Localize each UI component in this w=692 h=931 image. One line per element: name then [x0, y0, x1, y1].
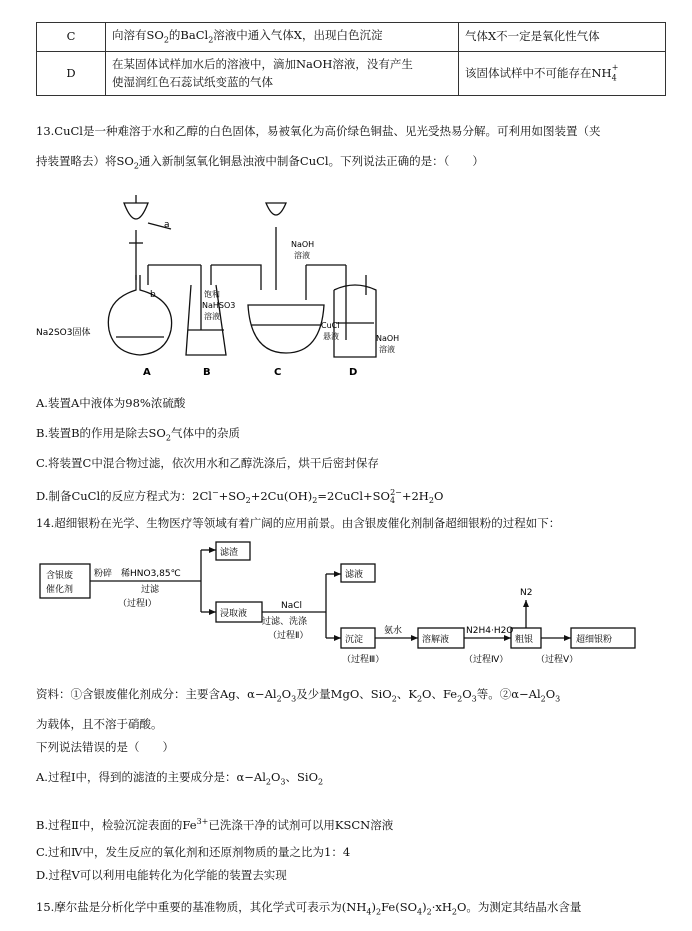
svg-text:N2: N2	[520, 588, 533, 598]
conclusion-cell: 该固体试样中不可能存在$NH_4^+$	[459, 51, 666, 96]
svg-text:饱和: 饱和	[204, 290, 220, 299]
svg-text:a: a	[164, 220, 170, 230]
svg-text:粗银: 粗银	[515, 635, 534, 645]
q14-option-a: A.过程Ⅰ中，得到的滤渣的主要成分是：$\alpha-Al_2O_3$、SiO$_2$	[36, 770, 324, 787]
q13-option-c: C.将装置C中混合物过滤，依次用水和乙醇洗涤后，烘干后密封保存	[36, 456, 379, 470]
svg-text:滤渣: 滤渣	[220, 548, 239, 558]
svg-text:沉淀: 沉淀	[345, 635, 364, 645]
svg-text:悬液: 悬液	[323, 332, 339, 341]
svg-text:NaOH: NaOH	[376, 334, 400, 343]
svg-text:N2H4·H2O: N2H4·H2O	[466, 626, 514, 636]
svg-text:氨水: 氨水	[384, 626, 403, 636]
svg-text:D: D	[349, 367, 358, 378]
q14-option-c: C.过和Ⅳ中，发生反应的氧化剂和还原剂物质的量之比为1：4	[36, 845, 351, 859]
experiment-table	[36, 22, 666, 96]
q14-question: 下列说法错误的是（ ）	[36, 740, 174, 754]
process-flowchart	[36, 540, 666, 670]
svg-text:过滤: 过滤	[141, 585, 160, 595]
svg-text:溶液: 溶液	[204, 312, 220, 321]
svg-text:NaCl: NaCl	[281, 601, 303, 611]
svg-text:NaOH: NaOH	[291, 240, 315, 249]
svg-text:催化剂: 催化剂	[46, 585, 74, 595]
svg-text:（过程Ⅱ）: （过程Ⅱ）	[268, 631, 309, 641]
svg-text:B: B	[203, 367, 211, 378]
svg-text:溶液: 溶液	[294, 251, 310, 260]
svg-text:粉碎 稀HNO3,85℃: 粉碎 稀HNO3,85℃	[94, 569, 181, 579]
table-row	[37, 23, 666, 52]
svg-text:Na2SO3固体: Na2SO3固体	[36, 328, 91, 338]
svg-text:溶解液: 溶解液	[422, 635, 450, 645]
svg-text:超细银粉: 超细银粉	[576, 635, 613, 645]
q14-info-line1: 资料：①含银废催化剂成分：主要含Ag、$\alpha-Al_2O_3$及少量MgO、SiO$_2$、$K_2O$、$Fe_2O_3$等。$②\alpha-Al_2O_3$	[36, 687, 561, 704]
svg-text:过滤、洗涤: 过滤、洗涤	[262, 617, 308, 627]
svg-text:溶液: 溶液	[379, 345, 395, 354]
svg-text:滤液: 滤液	[345, 570, 364, 580]
q14-option-d: D.过程Ⅴ可以利用电能转化为化学能的装置去实现	[36, 868, 287, 882]
svg-text:含银废: 含银废	[46, 571, 74, 581]
q14-intro: 14.超细银粉在光学、生物医疗等领域有着广阔的应用前景。由含银废催化剂制备超细银粉的过程如下：	[36, 516, 561, 530]
q13-stem-line1: 13.CuCl是一种难溶于水和乙醇的白色固体，易被氧化为高价绿色铜盐、见光受热易分解。可利用如图装置（夹	[36, 124, 601, 138]
svg-text:（过程Ⅳ）: （过程Ⅳ）	[464, 655, 509, 665]
svg-text:A: A	[143, 367, 151, 378]
q13-option-b: B.装置B的作用是除去$SO_2$气体中的杂质	[36, 426, 240, 443]
q15-stem-line1: 15.摩尔盐是分析化学中重要的基准物质，其化学式可表示为$(NH_4)_2Fe(SO_4)_2\cdot xH_2O$。为测定其结晶水含量	[36, 900, 582, 917]
table-row	[37, 51, 666, 96]
operation-cell: 向溶有$SO_2$的BaCl$_2$溶液中通入气体X，出现白色沉淀	[106, 23, 459, 52]
svg-text:（过程Ⅴ）: （过程Ⅴ）	[536, 655, 579, 665]
svg-text:b: b	[150, 290, 156, 300]
q14-info-line2: 为载体，且不溶于硝酸。	[36, 717, 163, 731]
operation-cell: 在某固体试样加水后的溶液中，滴加NaOH溶液，没有产生 使湿润红色石蕊试纸变蓝的气体	[106, 51, 459, 96]
conclusion-cell: 气体X不一定是氧化性气体	[459, 23, 666, 52]
q13-option-a: A.装置A中液体为98%浓硫酸	[36, 396, 186, 410]
apparatus-diagram	[36, 185, 416, 380]
svg-text:CuCl: CuCl	[321, 321, 340, 330]
row-label: D	[37, 51, 106, 96]
svg-text:（过程Ⅰ）: （过程Ⅰ）	[118, 599, 157, 609]
q14-option-b: B.过程Ⅱ中，检验沉淀表面的$Fe^{3+}$已洗涤干净的试剂可以用KSCN溶液	[36, 817, 394, 832]
row-label: C	[37, 23, 106, 52]
svg-text:C: C	[274, 367, 282, 378]
svg-text:（过程Ⅲ）: （过程Ⅲ）	[342, 655, 385, 665]
q13-stem-line2: 持装置略去）将$SO_2$通入新制氢氧化铜悬浊液中制备CuCl。下列说法正确的是：（ ）	[36, 154, 484, 171]
q13-option-d: D.制备CuCl的反应方程式为：$2Cl^-+SO_2+2Cu(OH)_2=2CuCl+SO_4^{2-}+2H_2O$	[36, 488, 444, 506]
svg-text:NaHSO3: NaHSO3	[202, 301, 236, 310]
svg-text:浸取液: 浸取液	[220, 609, 248, 619]
